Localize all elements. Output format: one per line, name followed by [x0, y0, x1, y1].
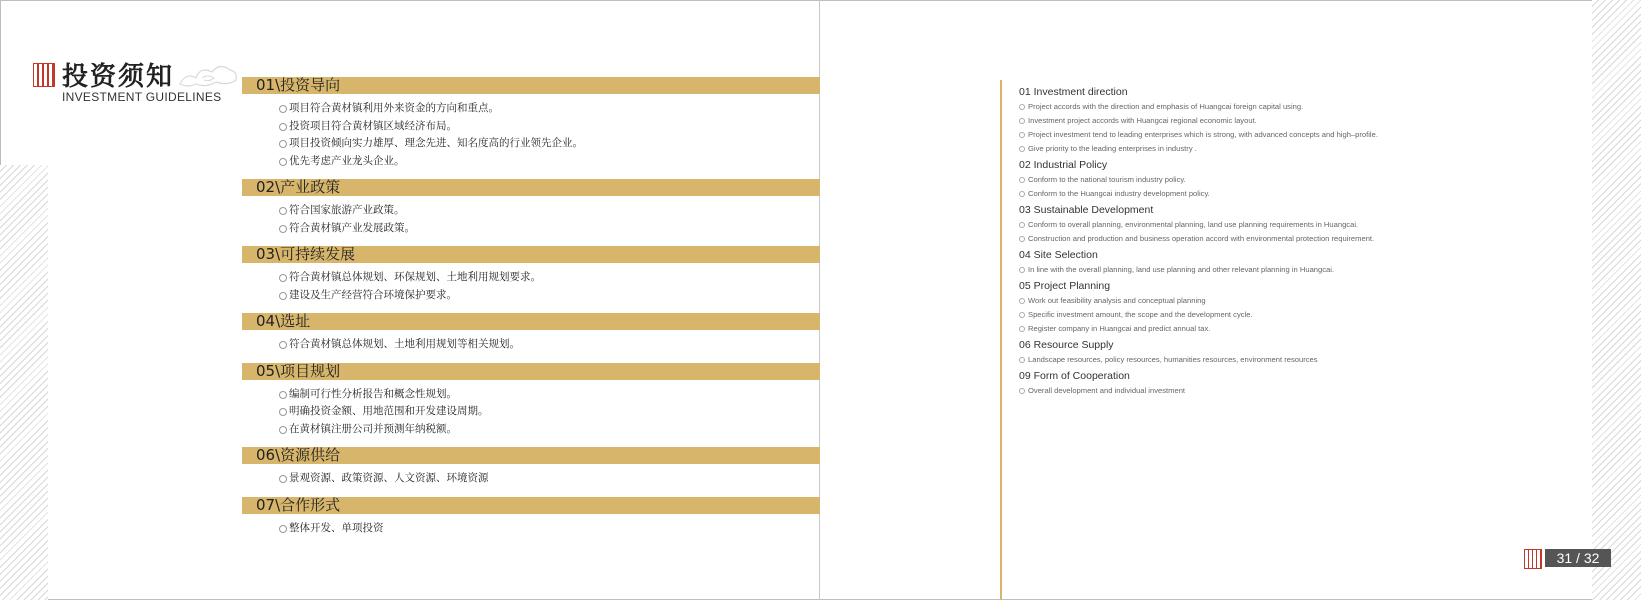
list-item-en	[1019, 173, 1579, 187]
seal-footer-icon	[1524, 549, 1542, 569]
list-item-en	[1019, 128, 1579, 142]
list-item-en	[1019, 263, 1579, 277]
bullet-icon	[1019, 267, 1025, 273]
section-heading-en: 06 Resource Supply	[1019, 339, 1114, 351]
section-heading-en: 05 Project Planning	[1019, 280, 1111, 292]
list-item	[242, 153, 820, 171]
section-4	[242, 313, 820, 363]
list-item-en	[1019, 218, 1579, 232]
bullet-icon	[279, 426, 287, 434]
section-heading-en: 01 Investment direction	[1019, 86, 1128, 98]
list-item-en	[1019, 142, 1579, 156]
list-item	[242, 403, 820, 421]
bullet-icon	[279, 475, 287, 483]
section-heading: 06\资源供给	[242, 447, 820, 464]
list-item-en	[1019, 322, 1579, 336]
bullet-icon	[279, 158, 287, 166]
list-item-en	[1019, 294, 1579, 308]
list-item-text: 整体开发、单项投资	[289, 521, 384, 534]
bullet-icon	[1019, 357, 1025, 363]
section-heading: 04\选址	[242, 313, 820, 330]
page-title: 投资须知	[62, 62, 175, 92]
list-item-en	[1019, 232, 1579, 246]
list-item-text: 优先考虑产业龙头企业。	[289, 154, 405, 167]
list-item	[242, 269, 820, 287]
decorative-hatch-left	[0, 165, 48, 600]
bullet-icon	[279, 341, 287, 349]
section-heading: 05\项目规划	[242, 363, 820, 380]
section-6	[242, 447, 820, 497]
bullet-icon	[279, 292, 287, 300]
section-heading-en: 02 Industrial Policy	[1019, 159, 1108, 171]
bullet-icon	[1019, 236, 1025, 242]
bullet-icon	[1019, 191, 1025, 197]
bullet-icon	[279, 123, 287, 131]
list-item-text: 编制可行性分析报告和概念性规划。	[289, 387, 457, 400]
list-item-en	[1019, 187, 1579, 201]
section-heading: 03\可持续发展	[242, 246, 820, 263]
list-item-text: 项目投资倾向实力雄厚、理念先进、知名度高的行业领先企业。	[289, 137, 583, 149]
list-item-text: Give priority to the leading enterprises in industry .	[1028, 144, 1197, 153]
list-item-text: 符合黄材镇产业发展政策。	[289, 221, 415, 234]
list-item-text: Conform to the national tourism industry policy.	[1028, 175, 1186, 184]
seal-logo-icon	[33, 63, 55, 87]
section-heading: 02\产业政策	[242, 179, 820, 196]
list-item-text: 符合国家旅游产业政策。	[289, 204, 405, 216]
list-item-text: 投资项目符合黄材镇区域经济布局。	[289, 119, 457, 132]
section-2	[242, 179, 820, 246]
bullet-icon	[1019, 177, 1025, 183]
list-item-en	[1019, 353, 1579, 367]
list-item-en	[1019, 384, 1579, 398]
page-number: 31 / 32	[1545, 549, 1611, 567]
list-item	[242, 470, 820, 488]
list-item	[242, 421, 820, 439]
list-item-text: 符合黄材镇总体规划、环保规划、土地利用规划要求。	[289, 271, 541, 283]
bullet-icon	[1019, 298, 1025, 304]
list-item-text: Landscape resources, policy resources, humanities resources, environment resources	[1028, 355, 1318, 364]
list-item-text: Project accords with the direction and emphasis of Huangcai foreign capital using.	[1028, 102, 1304, 111]
list-item-en	[1019, 100, 1579, 114]
list-item-en	[1019, 308, 1579, 322]
bullet-icon	[279, 408, 287, 416]
section-heading-en: 09 Form of Cooperation	[1019, 370, 1130, 382]
list-item-text: Conform to the Huangcai industry development policy.	[1028, 189, 1210, 198]
list-item	[242, 202, 820, 220]
bullet-icon	[1019, 326, 1025, 332]
bullet-icon	[1019, 104, 1025, 110]
list-item-text: 建设及生产经营符合环境保护要求。	[289, 288, 457, 301]
bullet-icon	[279, 274, 287, 282]
list-item-text: Investment project accords with Huangcai regional economic layout.	[1028, 116, 1257, 125]
bullet-icon	[279, 525, 287, 533]
bullet-icon	[1019, 388, 1025, 394]
list-item-text: Specific investment amount, the scope and the development cycle.	[1028, 310, 1253, 319]
bullet-icon	[279, 140, 287, 148]
list-item	[242, 220, 820, 238]
list-item	[242, 336, 820, 354]
list-item-text: Work out feasibility analysis and conceptual planning	[1028, 296, 1206, 305]
list-item-en	[1019, 114, 1579, 128]
cloud-ornament-icon	[176, 58, 240, 90]
list-item	[242, 520, 820, 538]
list-item-text: Construction and production and business operation accord with environmental protection requirement.	[1028, 234, 1375, 243]
section-7	[242, 497, 820, 547]
list-item-text: 明确投资金额、用地范围和开发建设周期。	[289, 405, 489, 417]
list-item-text: 符合黄材镇总体规划、土地利用规划等相关规划。	[289, 338, 520, 350]
section-3	[242, 246, 820, 313]
list-item-text: Conform to overall planning, environmental planning, land use planning requirements in Huangcai.	[1028, 220, 1359, 229]
page-subtitle: INVESTMENT GUIDELINES	[62, 90, 222, 104]
decorative-hatch-right	[1592, 0, 1641, 600]
list-item	[242, 100, 820, 118]
list-item-text: 景观资源、政策资源、人文资源、环境资源	[289, 472, 489, 484]
list-item	[242, 118, 820, 136]
bullet-icon	[1019, 118, 1025, 124]
section-heading-en: 03 Sustainable Development	[1019, 204, 1154, 216]
chinese-guidelines	[242, 77, 820, 546]
english-guidelines	[1019, 83, 1579, 398]
list-item-text: Overall development and individual investment	[1028, 386, 1186, 395]
section-heading: 01\投资导向	[242, 77, 820, 94]
bullet-icon	[279, 207, 287, 215]
section-1	[242, 77, 820, 179]
bullet-icon	[279, 105, 287, 113]
section-heading-en: 04 Site Selection	[1019, 249, 1098, 261]
bullet-icon	[1019, 146, 1025, 152]
bullet-icon	[279, 391, 287, 399]
bullet-icon	[1019, 132, 1025, 138]
list-item	[242, 386, 820, 404]
bullet-icon	[1019, 312, 1025, 318]
list-item-text: Project investment tend to leading enterprises which is strong, with advanced concepts and high–profile.	[1028, 130, 1378, 139]
list-item	[242, 287, 820, 305]
bullet-icon	[1019, 222, 1025, 228]
section-5	[242, 363, 820, 448]
list-item	[242, 135, 820, 153]
list-item-text: 项目符合黄材镇利用外来资金的方向和重点。	[289, 102, 499, 114]
list-item-text: Register company in Huangcai and predict annual tax.	[1028, 324, 1211, 333]
section-heading: 07\合作形式	[242, 497, 820, 514]
bullet-icon	[279, 225, 287, 233]
gold-vertical-rule	[1000, 80, 1002, 600]
list-item-text: In line with the overall planning, land use planning and other relevant planning in Huangcai.	[1028, 265, 1335, 274]
list-item-text: 在黄材镇注册公司并预测年纳税额。	[289, 422, 457, 435]
